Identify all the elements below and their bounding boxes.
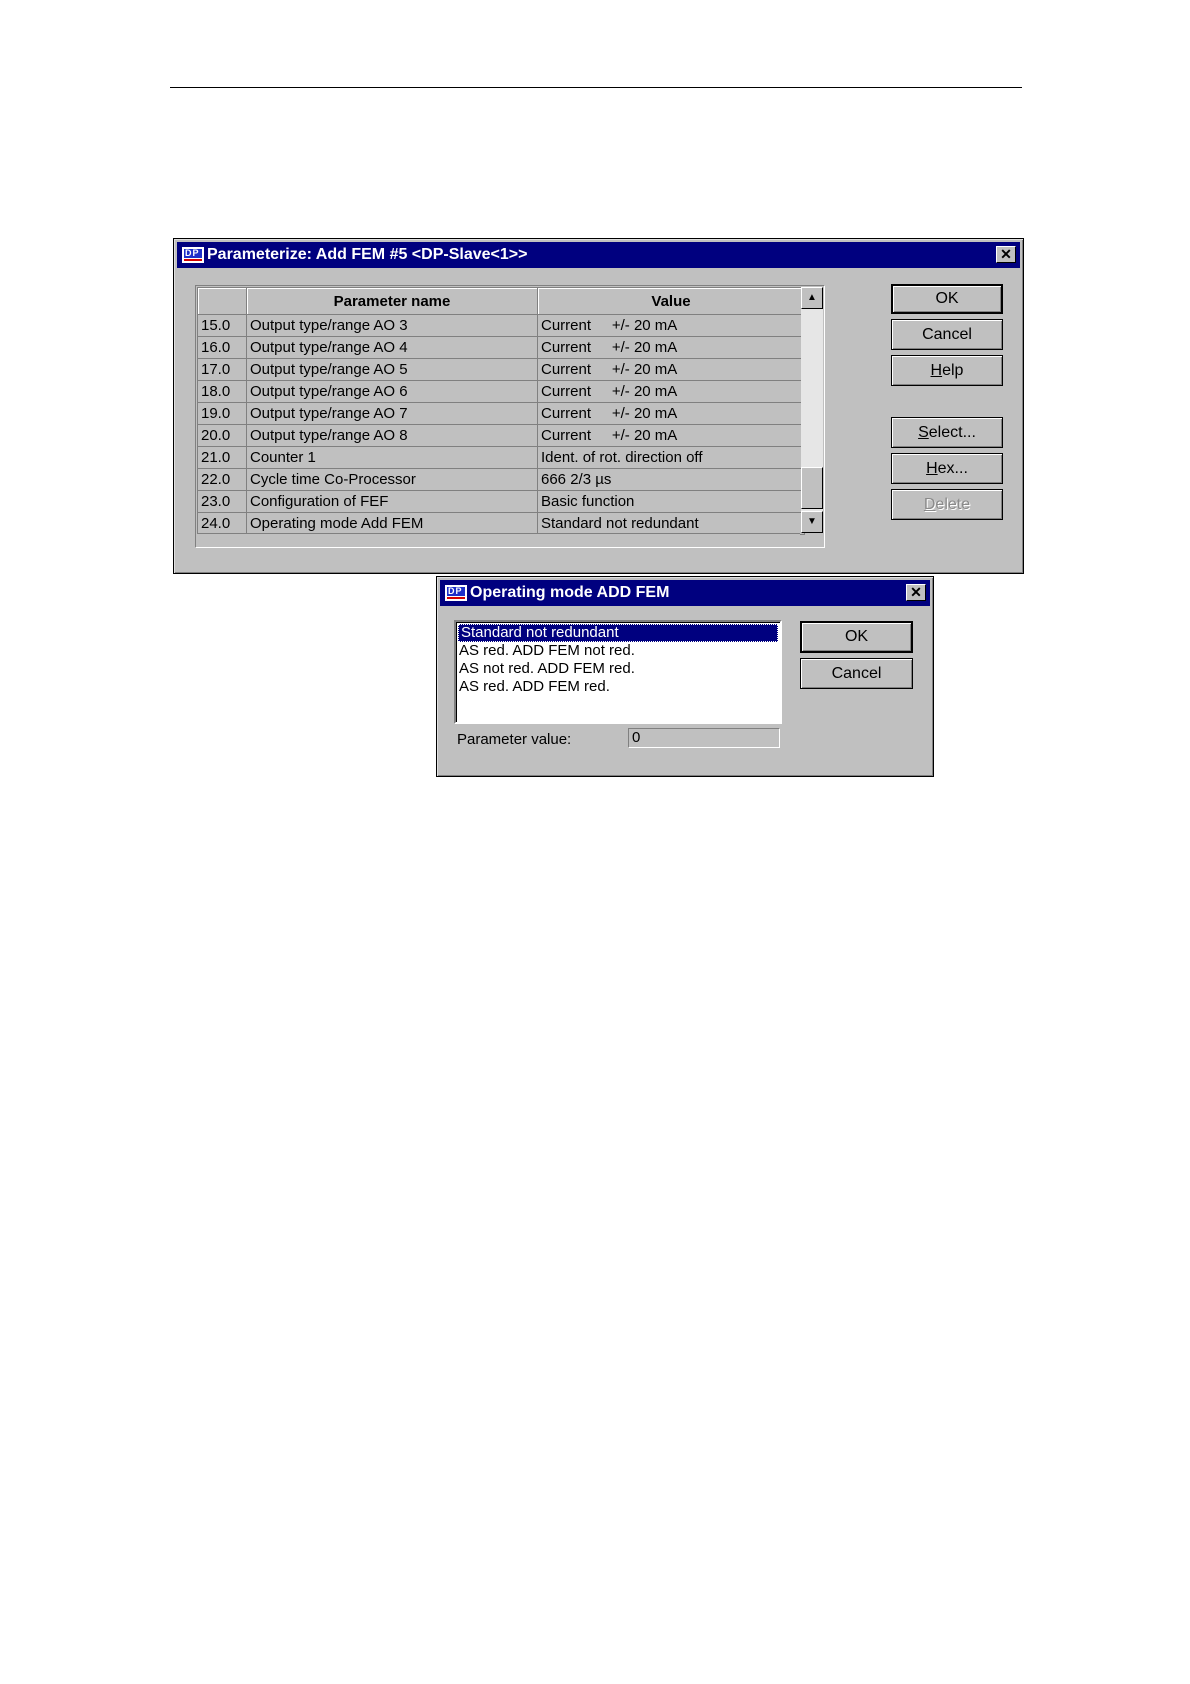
table-row[interactable] — [198, 381, 805, 403]
parameter-value-cell: Standard not redundant — [538, 513, 805, 535]
parameter-name-cell: Output type/range AO 3 — [247, 315, 538, 337]
parameter-name-cell: Configuration of FEF — [247, 491, 538, 513]
row-index-cell: 24.0 — [198, 513, 247, 535]
parameter-name-cell: Output type/range AO 6 — [247, 381, 538, 403]
table-row[interactable] — [198, 469, 805, 491]
column-header-index[interactable] — [198, 288, 247, 315]
list-item[interactable]: Standard not redundant — [458, 624, 778, 642]
parameter-value-cell: Current +/- 20 mA — [538, 425, 805, 447]
parameter-name-cell: Counter 1 — [247, 447, 538, 469]
dp-icon: DP — [182, 247, 204, 263]
dialog-title: Parameterize: Add FEM #5 <DP-Slave<1>> — [207, 246, 528, 263]
column-header-parameter-name[interactable]: Parameter name — [247, 288, 538, 315]
parameter-name-cell: Output type/range AO 4 — [247, 337, 538, 359]
operating-mode-titlebar[interactable] — [440, 580, 930, 606]
select-button[interactable]: Select... — [891, 417, 1003, 448]
delete-button[interactable]: Delete — [891, 489, 1003, 520]
ok-button[interactable]: OK — [891, 284, 1003, 314]
column-header-value[interactable]: Value — [538, 288, 805, 315]
close-icon[interactable]: ✕ — [906, 584, 926, 601]
parameterize-titlebar[interactable] — [177, 242, 1020, 268]
table-row[interactable] — [198, 447, 805, 469]
parameter-value-cell: Basic function — [538, 491, 805, 513]
table-row[interactable] — [198, 425, 805, 447]
parameter-name-cell: Operating mode Add FEM — [247, 513, 538, 535]
scrollbar-thumb[interactable] — [801, 467, 823, 509]
row-index-cell: 15.0 — [198, 315, 247, 337]
parameter-value-cell: Current +/- 20 mA — [538, 337, 805, 359]
dp-icon: DP — [445, 585, 467, 601]
sub-cancel-button[interactable]: Cancel — [800, 658, 913, 689]
vertical-scrollbar[interactable] — [801, 287, 823, 533]
scroll-up-icon[interactable]: ▲ — [801, 287, 823, 309]
parameter-table[interactable] — [195, 285, 825, 548]
parameter-name-cell: Cycle time Co-Processor — [247, 469, 538, 491]
parameter-grid — [197, 287, 805, 535]
table-row[interactable] — [198, 359, 805, 381]
parameter-value-cell: Current +/- 20 mA — [538, 381, 805, 403]
table-row[interactable] — [198, 513, 805, 535]
row-index-cell: 17.0 — [198, 359, 247, 381]
table-header-row — [198, 288, 805, 315]
table-row[interactable] — [198, 337, 805, 359]
row-index-cell: 21.0 — [198, 447, 247, 469]
table-row[interactable] — [198, 403, 805, 425]
parameter-value-field: 0 — [628, 728, 780, 748]
page-header-rule — [170, 87, 1022, 88]
row-index-cell: 19.0 — [198, 403, 247, 425]
cancel-button[interactable]: Cancel — [891, 319, 1003, 350]
list-item[interactable]: AS not red. ADD FEM red. — [459, 660, 635, 677]
scroll-down-icon[interactable]: ▼ — [801, 511, 823, 533]
parameter-value-cell: Current +/- 20 mA — [538, 403, 805, 425]
table-bottom-strip — [197, 533, 800, 546]
parameter-value-label: Parameter value: — [457, 731, 572, 748]
sub-ok-button[interactable]: OK — [800, 621, 913, 653]
row-index-cell: 18.0 — [198, 381, 247, 403]
parameter-name-cell: Output type/range AO 5 — [247, 359, 538, 381]
operating-mode-listbox[interactable] — [454, 620, 782, 724]
dialog-title: Operating mode ADD FEM — [470, 584, 670, 601]
parameter-value-cell: 666 2/3 µs — [538, 469, 805, 491]
parameter-value-cell: Current +/- 20 mA — [538, 315, 805, 337]
help-button[interactable]: Help — [891, 355, 1003, 386]
parameter-name-cell: Output type/range AO 7 — [247, 403, 538, 425]
parameter-name-cell: Output type/range AO 8 — [247, 425, 538, 447]
close-icon[interactable]: ✕ — [996, 246, 1016, 263]
table-row[interactable] — [198, 491, 805, 513]
hex-button[interactable]: Hex... — [891, 453, 1003, 484]
list-item[interactable]: AS red. ADD FEM red. — [459, 678, 610, 695]
row-index-cell: 20.0 — [198, 425, 247, 447]
parameter-value-cell: Current +/- 20 mA — [538, 359, 805, 381]
row-index-cell: 22.0 — [198, 469, 247, 491]
list-item[interactable]: AS red. ADD FEM not red. — [459, 642, 635, 659]
row-index-cell: 16.0 — [198, 337, 247, 359]
parameter-value-cell: Ident. of rot. direction off — [538, 447, 805, 469]
row-index-cell: 23.0 — [198, 491, 247, 513]
table-row[interactable] — [198, 315, 805, 337]
